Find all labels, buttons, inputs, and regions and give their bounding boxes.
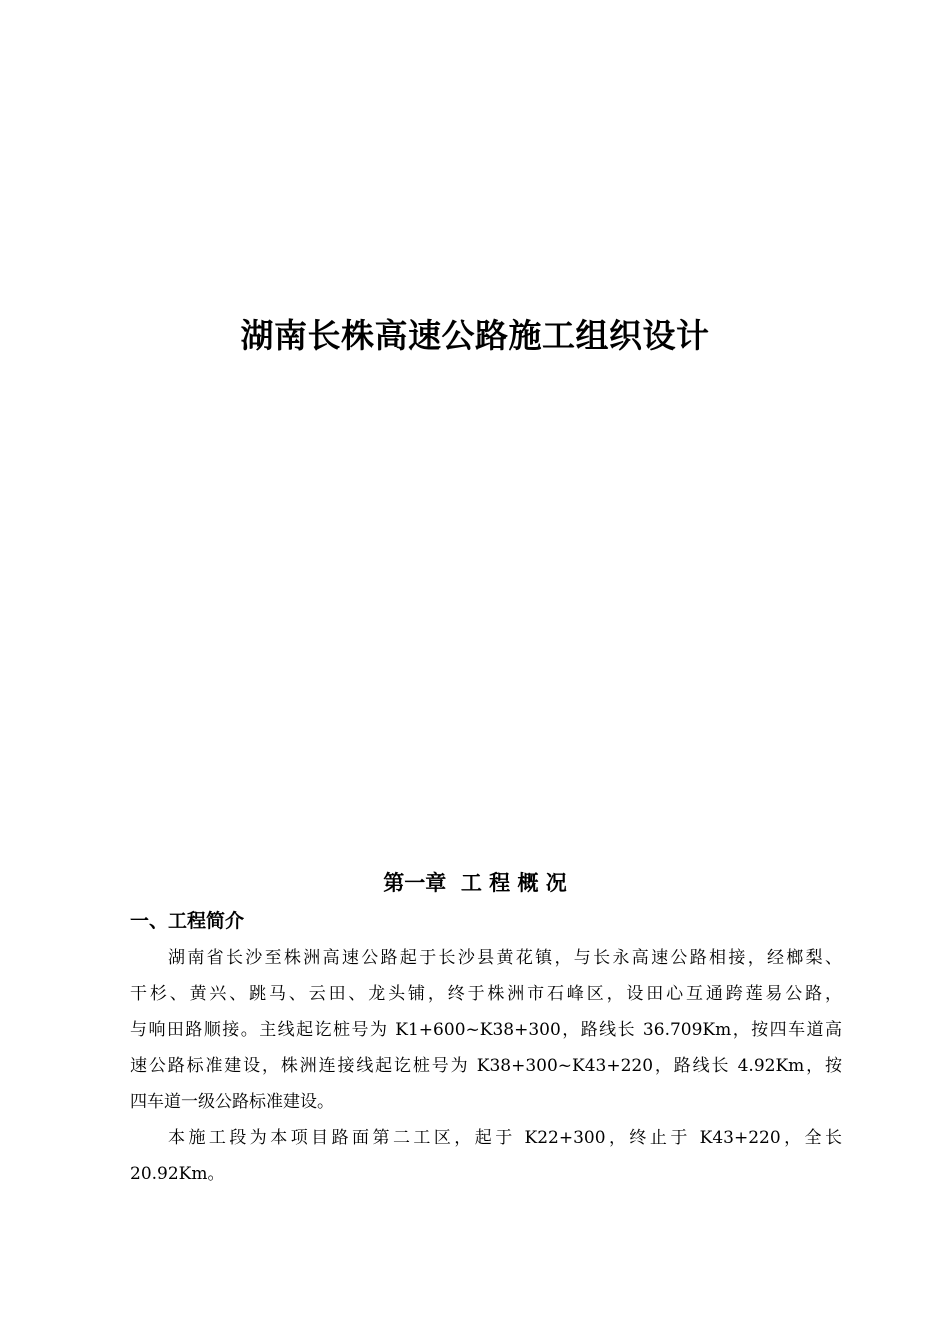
paragraph-construction-section xyxy=(130,1120,842,1192)
paragraph-project-overview xyxy=(130,940,842,1120)
paragraph-line: 本施工段为本项目路面第二工区，起于 K22+300，终止于 K43+220，全长 xyxy=(168,1128,842,1148)
paragraph-line: 湖南省长沙至株洲高速公路起于长沙县黄花镇，与长永高速公路相接，经榔梨、 xyxy=(168,948,842,968)
paragraph-line: 四车道一级公路标准建设。 xyxy=(130,1092,334,1112)
paragraph-line: 与响田路顺接。主线起讫桩号为 K1+600~K38+300，路线长 36.709Km，按四车道高 xyxy=(130,1020,842,1040)
paragraph-line: 速公路标准建设，株洲连接线起讫桩号为 K38+300~K43+220，路线长 4.92Km，按 xyxy=(130,1056,842,1076)
paragraph-line: 20.92Km。 xyxy=(130,1164,225,1184)
chapter-title: 第一章 工 程 概 况 xyxy=(383,871,567,895)
document-title: 湖南长株高速公路施工组织设计 xyxy=(240,316,710,355)
paragraph-line: 干杉、黄兴、跳马、云田、龙头铺，终于株洲市石峰区，设田心互通跨莲易公路， xyxy=(130,984,842,1004)
section-heading: 一、工程简介 xyxy=(130,910,245,932)
